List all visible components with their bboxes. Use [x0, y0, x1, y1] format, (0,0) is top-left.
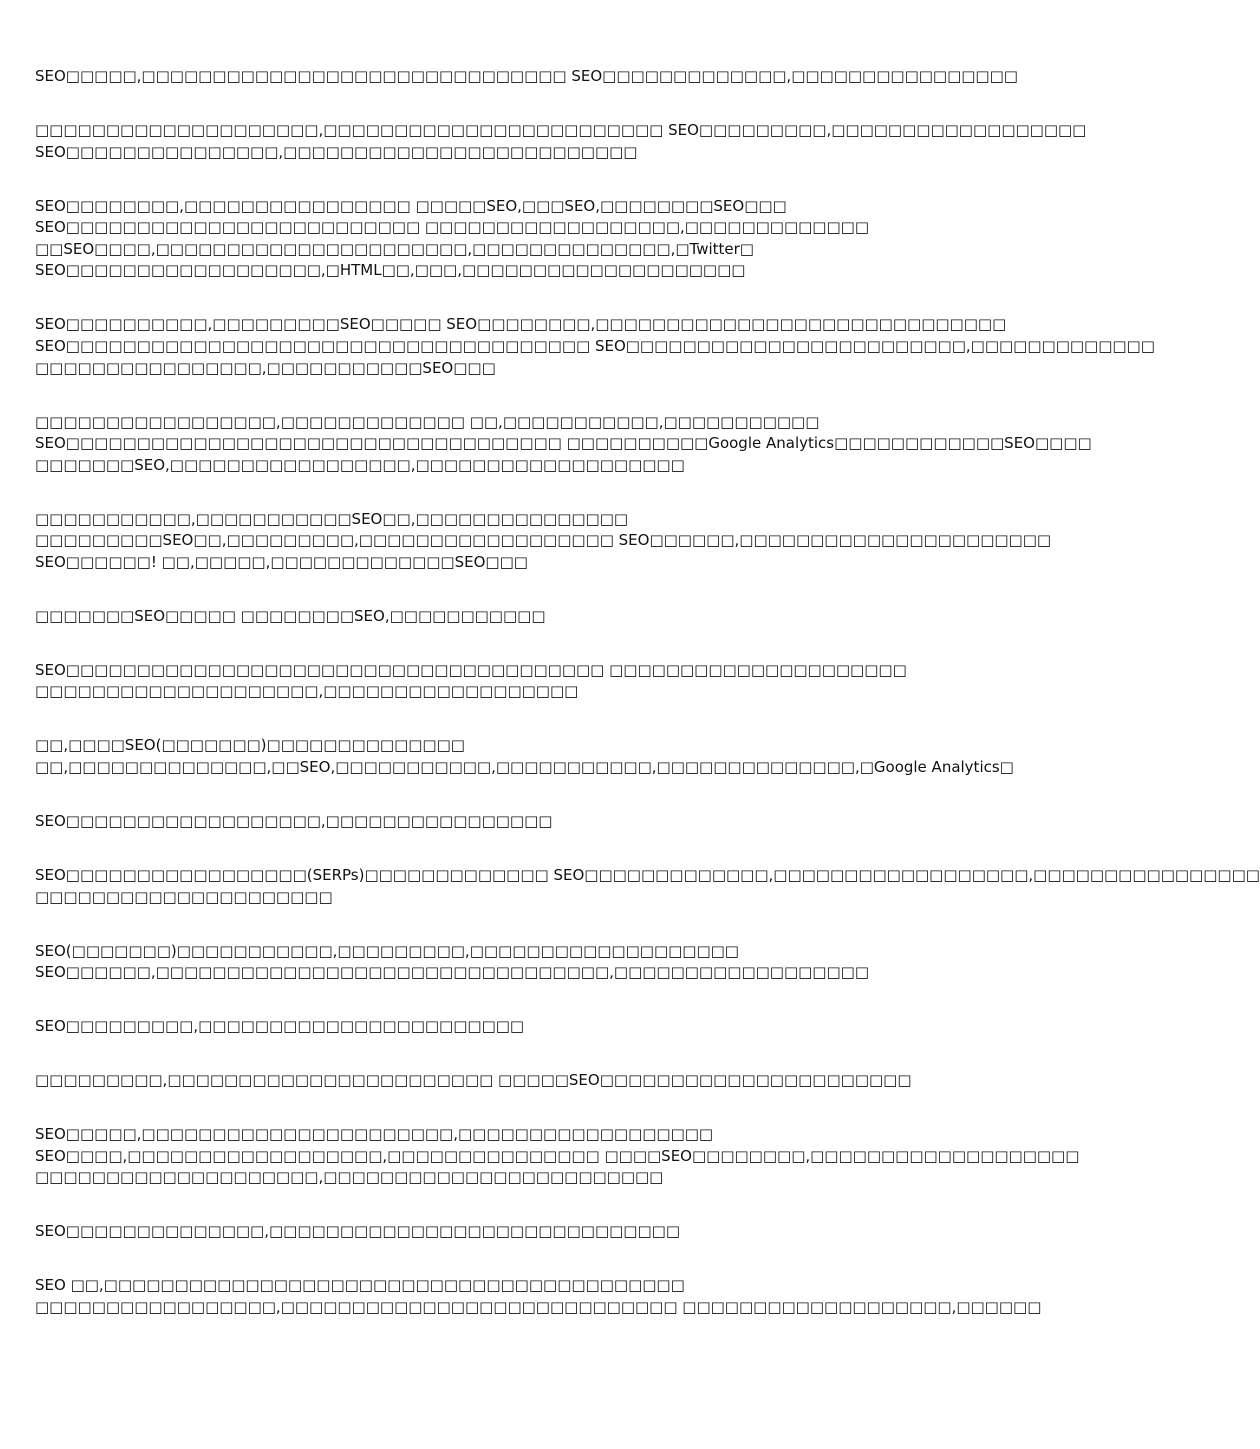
paragraph	[35, 1221, 988, 1243]
paragraph	[35, 941, 988, 984]
text-line: □□□□□□□□□□□□□□□□,□□□□□□□□□□□SEO□□□	[35, 358, 496, 377]
text-line: SEO□□□□□□□□□□□□□□,□□□□□□□□□□□□□□□□□□□□□□□□□□□□□	[35, 1222, 680, 1241]
text-line: SEO□□□□□□□□□□□□□□□,□□□□□□□□□□□□□□□□□□□□□□□□□	[35, 142, 638, 161]
text-line: SEO□□□□□□,□□□□□□□□□□□□□□□□□□□□□□□□□□□□□□□□,□□□□□□□□□□□□□□□□□□	[35, 963, 869, 982]
paragraph	[35, 1016, 988, 1038]
text-line: □□,□□□□SEO(□□□□□□□)□□□□□□□□□□□□□□	[35, 736, 465, 755]
text-line: SEO□□□□□□□□,□□□□□□□□□□□□□□□□ □□□□□SEO,□□□SEO,□□□□□□□□SEO□□□	[35, 196, 787, 215]
text-line: SEO□□□□□□□□□□□□□□□□□□,□HTML□□,□□□,□□□□□□□□□□□□□□□□□□□□	[35, 261, 746, 280]
paragraph	[35, 1124, 1080, 1189]
text-line: □□,□□□□□□□□□□□□□□,□□SEO,□□□□□□□□□□□,□□□□□□□□□□□,□□□□□□□□□□□□□□,□Google Analytics□	[35, 758, 1014, 776]
text-line: □□□□□□□□□□□□□□□□□□□□,□□□□□□□□□□□□□□□□□□□□□□□□ SEO□□□□□□□□□,□□□□□□□□□□□□□□□□□□	[35, 120, 1087, 139]
text-line: □□□□□□□SEO□□□□□ □□□□□□□□SEO,□□□□□□□□□□□	[35, 606, 546, 625]
text-line: SEO□□□□□,□□□□□□□□□□□□□□□□□□□□□□,□□□□□□□□□□□□□□□□□□	[35, 1125, 714, 1144]
text-line: SEO□□□□□□□□□□□□□□□□□□,□□□□□□□□□□□□□□□□	[35, 811, 553, 830]
paragraph	[35, 660, 988, 703]
paragraph	[35, 606, 988, 628]
paragraph	[35, 735, 1014, 778]
paragraph	[35, 196, 988, 282]
paragraph	[35, 509, 1052, 574]
text-line: □□□□□□□□□□□,□□□□□□□□□□□SEO□□,□□□□□□□□□□□□□□□	[35, 509, 629, 528]
paragraph	[35, 66, 1018, 88]
text-line: SEO□□□□□□□□□□□□□□□□□□□□□□□□□□□□□□□□□□□□□□ □□□□□□□□□□□□□□□□□□□□□	[35, 660, 907, 679]
text-line: SEO□□□□□□□□□□□□□□□□□□□□□□□□□□□□□□□□□□□□□ SEO□□□□□□□□□□□□□□□□□□□□□□□□,□□□□□□□□□□□□□	[35, 336, 1155, 355]
text-line: SEO(□□□□□□□)□□□□□□□□□□□,□□□□□□□□□,□□□□□□□□□□□□□□□□□□□	[35, 941, 739, 960]
text-line: SEO□□□□□□□□□,□□□□□□□□□□□□□□□□□□□□□□□	[35, 1017, 525, 1036]
text-line: □□□□□□□□□SEO□□,□□□□□□□□□,□□□□□□□□□□□□□□□□□□ SEO□□□□□□,□□□□□□□□□□□□□□□□□□□□□□	[35, 531, 1052, 550]
text-line: SEO□□□□□□! □□,□□□□□,□□□□□□□□□□□□□SEO□□□	[35, 552, 528, 571]
text-line: □□□□□□□□□,□□□□□□□□□□□□□□□□□□□□□□□ □□□□□SEO□□□□□□□□□□□□□□□□□□□□□□	[35, 1071, 912, 1090]
paragraph	[35, 120, 1087, 163]
text-line: SEO□□□□□□□□□□□□□□□□□□□□□□□□□ □□□□□□□□□□□□□□□□□□,□□□□□□□□□□□□□	[35, 218, 869, 237]
paragraph	[35, 1275, 1042, 1318]
paragraph	[35, 865, 1260, 908]
text-line: □□□□□□□□□□□□□□□□□,□□□□□□□□□□□□□□□□□□□□□□□□□□□□ □□□□□□□□□□□□□□□□□□□,□□□□□□	[35, 1297, 1042, 1316]
text-line: □□□□□□□□□□□□□□□□□□□□,□□□□□□□□□□□□□□□□□□□□□□□□	[35, 1168, 664, 1187]
text-line: SEO □□,□□□□□□□□□□□□□□□□□□□□□□□□□□□□□□□□□□□□□□□□□	[35, 1276, 685, 1295]
text-line: □□□□□□□□□□□□□□□□□□□□,□□□□□□□□□□□□□□□□□□	[35, 682, 579, 701]
text-line: SEO□□□□□□□□□□,□□□□□□□□□SEO□□□□□ SEO□□□□□□□□,□□□□□□□□□□□□□□□□□□□□□□□□□□□□□	[35, 315, 1007, 334]
paragraph	[35, 412, 1092, 477]
paragraph	[35, 314, 1155, 379]
text-line: SEO□□□□□,□□□□□□□□□□□□□□□□□□□□□□□□□□□□□□ SEO□□□□□□□□□□□□□,□□□□□□□□□□□□□□□□	[35, 67, 1018, 85]
text-line: □□□□□□□□□□□□□□□□□,□□□□□□□□□□□□□ □□,□□□□□□□□□□□,□□□□□□□□□□□	[35, 412, 820, 431]
text-line: SEO□□□□,□□□□□□□□□□□□□□□□□□,□□□□□□□□□□□□□□□ □□□□SEO□□□□□□□□,□□□□□□□□□□□□□□□□□□□	[35, 1146, 1080, 1165]
text-line: □□□□□□□SEO,□□□□□□□□□□□□□□□□□,□□□□□□□□□□□□□□□□□□□	[35, 455, 685, 474]
text-line: SEO□□□□□□□□□□□□□□□□□(SERPs)□□□□□□□□□□□□□ SEO□□□□□□□□□□□□□,□□□□□□□□□□□□□□□□□□,□□□□□□□□□□□□□□□□	[35, 865, 1260, 884]
paragraph	[35, 1070, 988, 1092]
text-line: □□□□□□□□□□□□□□□□□□□□□	[35, 887, 333, 906]
text-line: SEO□□□□□□□□□□□□□□□□□□□□□□□□□□□□□□□□□□□ □□□□□□□□□□Google Analytics□□□□□□□□□□□□SEO□□□□	[35, 434, 1092, 453]
paragraph	[35, 811, 988, 833]
text-line: □□SEO□□□□,□□□□□□□□□□□□□□□□□□□□□□,□□□□□□□□□□□□□□,□Twitter□	[35, 239, 754, 258]
